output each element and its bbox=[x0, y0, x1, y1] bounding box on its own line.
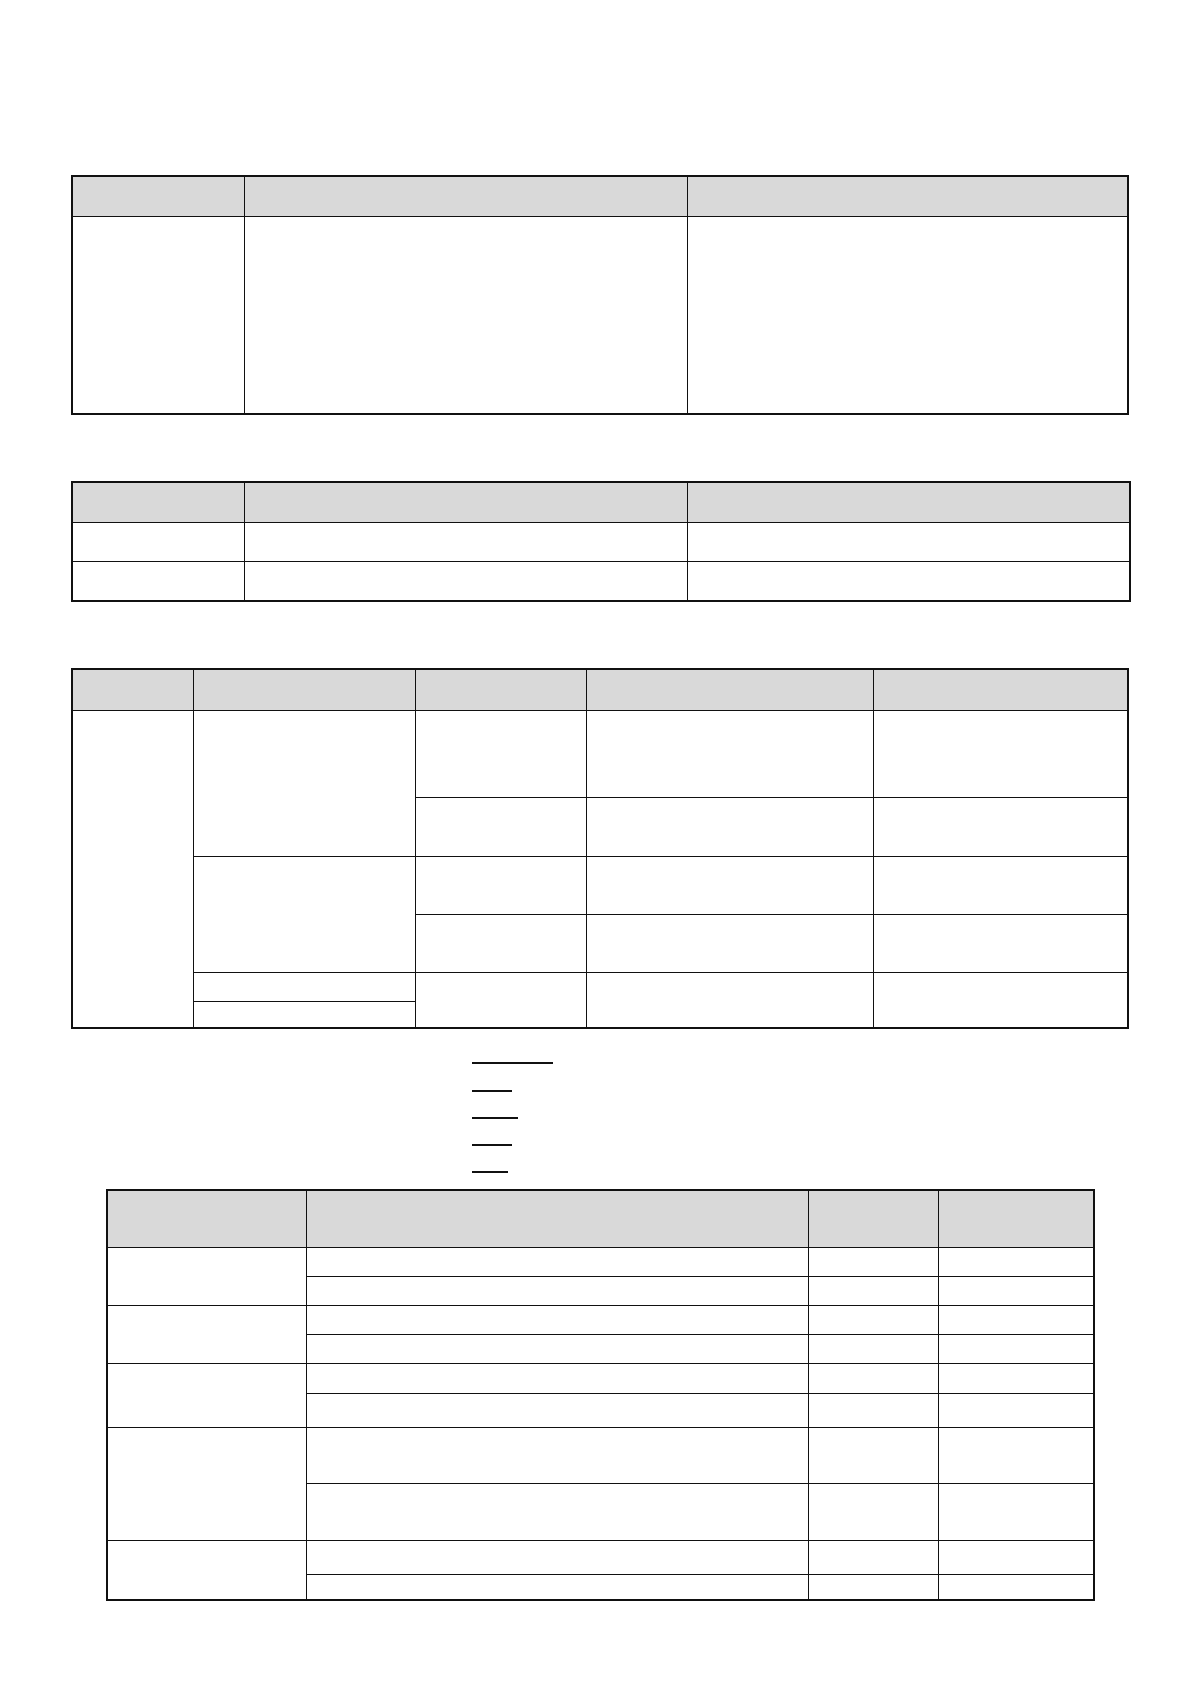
table-2 bbox=[71, 481, 1131, 602]
table-4-cell bbox=[939, 1248, 1093, 1277]
table-2-header-cell bbox=[688, 483, 1129, 523]
table-3-cell bbox=[587, 711, 874, 798]
table-3-cell bbox=[587, 798, 874, 857]
blank-line bbox=[472, 1144, 512, 1146]
table-3-cell bbox=[416, 915, 587, 973]
table-2-cell bbox=[688, 523, 1129, 562]
table-4-cell bbox=[307, 1484, 809, 1541]
table-3-group-cell bbox=[73, 711, 194, 1027]
table-4-cell bbox=[939, 1277, 1093, 1306]
table-3-header-cell bbox=[874, 670, 1127, 711]
table-3-subgroup-cell bbox=[194, 711, 416, 857]
table-4-cell bbox=[307, 1277, 809, 1306]
table-2-cell bbox=[73, 562, 245, 600]
table-3-cell bbox=[874, 915, 1127, 973]
table-3-cell bbox=[874, 973, 1127, 1027]
table-3-cell bbox=[874, 798, 1127, 857]
table-1-header-cell bbox=[73, 177, 245, 217]
table-3-cell bbox=[416, 711, 587, 798]
table-4-header-cell bbox=[939, 1191, 1093, 1248]
blank-line bbox=[472, 1090, 512, 1092]
table-4-cell bbox=[307, 1335, 809, 1364]
table-4-cell bbox=[809, 1335, 939, 1364]
table-3-header-cell bbox=[194, 670, 416, 711]
table-3-header-cell bbox=[587, 670, 874, 711]
table-2-cell bbox=[245, 562, 688, 600]
table-3-cell bbox=[587, 857, 874, 915]
table-4-cell bbox=[809, 1364, 939, 1394]
table-4-header-cell bbox=[108, 1191, 307, 1248]
table-3-cell bbox=[416, 857, 587, 915]
table-4-cell bbox=[939, 1575, 1093, 1599]
table-4-cell bbox=[809, 1248, 939, 1277]
table-4-cell bbox=[307, 1428, 809, 1484]
table-3-subgroup-cell bbox=[194, 857, 416, 973]
table-4-group-cell bbox=[108, 1364, 307, 1428]
table-3-cell bbox=[416, 973, 587, 1027]
table-3-cell bbox=[416, 798, 587, 857]
table-4-cell bbox=[809, 1277, 939, 1306]
table-4-header-cell bbox=[307, 1191, 809, 1248]
table-4-cell bbox=[809, 1428, 939, 1484]
blank-line bbox=[472, 1171, 508, 1173]
table-4-cell bbox=[939, 1335, 1093, 1364]
table-2-cell bbox=[73, 523, 245, 562]
table-3-cell bbox=[194, 1002, 416, 1027]
table-4-cell bbox=[809, 1575, 939, 1599]
table-4-cell bbox=[307, 1394, 809, 1428]
table-2-header-cell bbox=[73, 483, 245, 523]
table-1-header-cell bbox=[688, 177, 1127, 217]
table-4-cell bbox=[307, 1306, 809, 1335]
table-4-group-cell bbox=[108, 1306, 307, 1364]
table-4-cell bbox=[939, 1364, 1093, 1394]
table-3-cell bbox=[874, 711, 1127, 798]
table-4 bbox=[106, 1189, 1095, 1601]
table-4-cell bbox=[809, 1306, 939, 1335]
table-4-cell bbox=[809, 1541, 939, 1575]
table-1-cell bbox=[688, 217, 1127, 413]
table-3-header-cell bbox=[73, 670, 194, 711]
table-3-header-cell bbox=[416, 670, 587, 711]
blank-line bbox=[472, 1117, 518, 1119]
table-1 bbox=[71, 175, 1129, 415]
table-4-cell bbox=[809, 1484, 939, 1541]
table-4-cell bbox=[307, 1248, 809, 1277]
table-1-cell bbox=[245, 217, 688, 413]
table-4-cell bbox=[939, 1541, 1093, 1575]
table-4-cell bbox=[939, 1428, 1093, 1484]
table-3-cell bbox=[194, 973, 416, 1002]
table-4-group-cell bbox=[108, 1541, 307, 1599]
blank-line bbox=[472, 1062, 553, 1064]
table-4-cell bbox=[307, 1541, 809, 1575]
table-3-cell bbox=[587, 973, 874, 1027]
table-2-cell bbox=[688, 562, 1129, 600]
table-3-cell bbox=[587, 915, 874, 973]
table-3 bbox=[71, 668, 1129, 1029]
table-4-cell bbox=[939, 1394, 1093, 1428]
table-4-group-cell bbox=[108, 1428, 307, 1541]
table-3-cell bbox=[874, 857, 1127, 915]
table-4-cell bbox=[307, 1575, 809, 1599]
table-2-cell bbox=[245, 523, 688, 562]
table-1-header-cell bbox=[245, 177, 688, 217]
table-1-cell bbox=[73, 217, 245, 413]
table-4-cell bbox=[939, 1484, 1093, 1541]
table-4-cell bbox=[307, 1364, 809, 1394]
table-4-header-cell bbox=[809, 1191, 939, 1248]
table-2-header-cell bbox=[245, 483, 688, 523]
table-4-group-cell bbox=[108, 1248, 307, 1306]
table-4-cell bbox=[939, 1306, 1093, 1335]
table-4-cell bbox=[809, 1394, 939, 1428]
